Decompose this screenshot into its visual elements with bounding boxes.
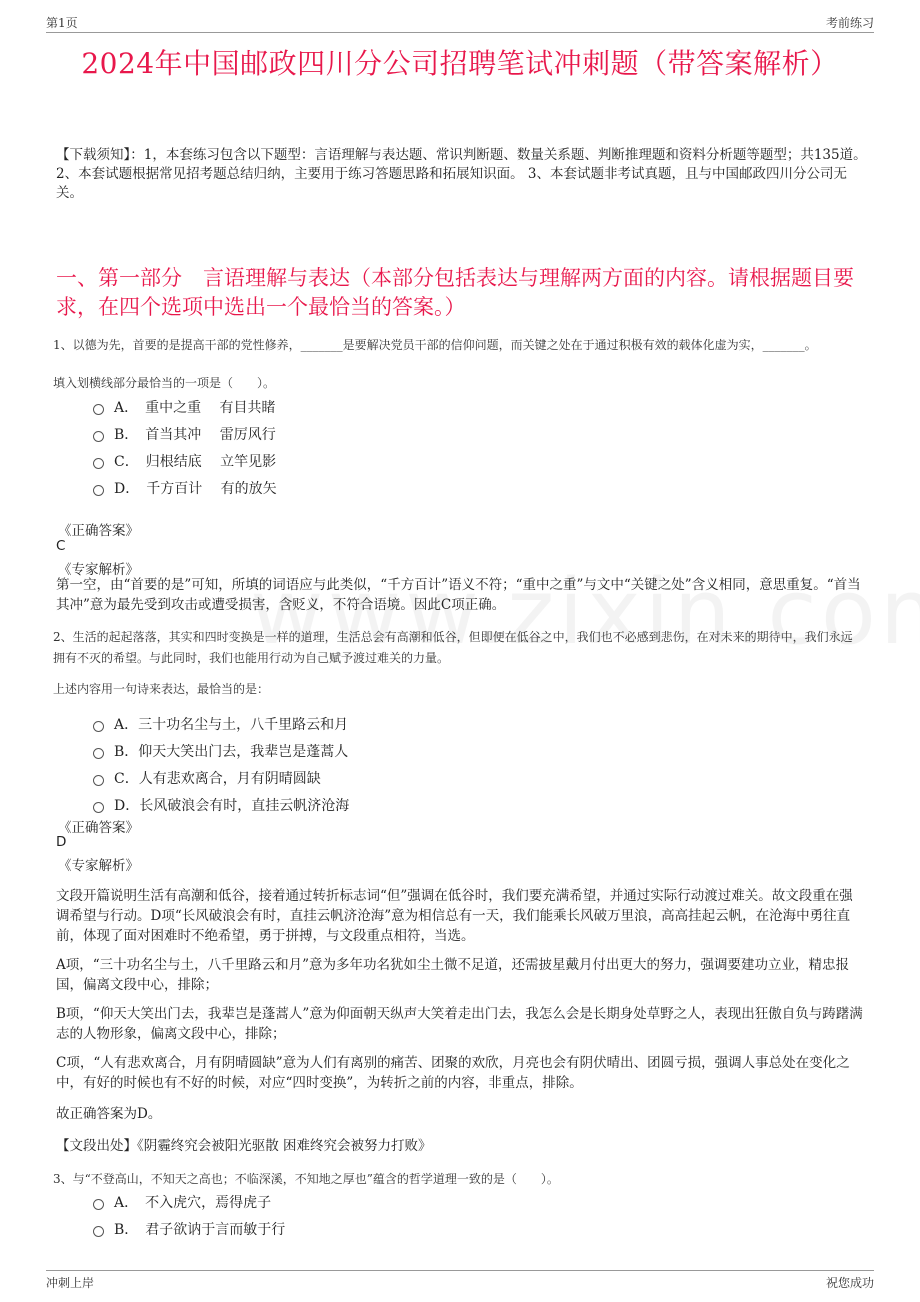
header-label: 考前练习: [825, 16, 874, 30]
footer-right-label: 祝您成功: [825, 1276, 874, 1290]
q2-conclusion: 故正确答案为D。: [56, 1106, 162, 1122]
q2-option-c[interactable]: C．人有悲欢离合，月有阴晴圆缺: [93, 768, 321, 788]
page-footer: [46, 1270, 874, 1291]
q2-answer: D: [56, 834, 67, 850]
q2-option-b[interactable]: B．仰天大笑出门去，我辈岂是蓬蒿人: [93, 741, 348, 761]
radio-icon[interactable]: [93, 775, 104, 786]
document-title: 2024年中国邮政四川分公司招聘笔试冲刺题（带答案解析）: [81, 47, 839, 80]
page-number: 第1页: [46, 16, 78, 30]
radio-icon[interactable]: [93, 458, 104, 469]
radio-icon[interactable]: [93, 404, 104, 415]
q2-stem: 2、生活的起起落落，其实和四时变换是一样的道理，生活总会有高潮和低谷，但即便在低谷之中，我们也不必感到悲伤，在对未来的期待中，我们永远拥有不灭的希望。与此同时，我们也能用行动为自己赋予渡过难关的力量。: [53, 630, 853, 665]
q2-analysis-paragraph-1: 文段开篇说明生活有高潮和低谷，接着通过转折标志词“但”强调在低谷时，我们要充满希望，并通过实际行动渡过难关。故文段重在强调希望与行动。D项“长风破浪会有时，直挂云帆济沧海”意为相信总有一天，我们能乘长风破万里浪，高高挂起云帆，在沧海中勇往直前，体现了面对困难时不绝希望，勇于拼搏，与文段重点相符，当选。: [56, 888, 853, 944]
q1-answer: C: [56, 538, 66, 554]
q3-option-b[interactable]: B． 君子欲讷于言而敏于行: [93, 1219, 285, 1239]
q2-analysis-label: 《专家解析》: [58, 858, 139, 874]
q1-stem: 1、以德为先，首要的是提高干部的党性修养，_______是要解决党员干部的信仰问题，而关键之处在于通过积极有效的载体化虚为实，_______。: [53, 338, 817, 352]
q1-option-a[interactable]: A． 重中之重 有目共睹: [93, 397, 276, 417]
q2-option-a[interactable]: A．三十功名尘与土，八千里路云和月: [93, 714, 348, 734]
q1-analysis-label: 《专家解析》: [58, 562, 139, 578]
q2-analysis-paragraph-2: A项，“三十功名尘与土，八千里路云和月”意为多年功名犹如尘土微不足道，还需披星戴月付出更大的努力，强调要建功立业，精忠报国，偏离文段中心，排除；: [56, 957, 850, 993]
q1-option-d[interactable]: D． 千方百计 有的放矢: [93, 478, 277, 498]
section-heading: 一、第一部分 言语理解与表达（本部分包括表达与理解两方面的内容。请根据题目要求，在四个选项中选出一个最恰当的答案。）: [56, 266, 854, 319]
radio-icon[interactable]: [93, 1199, 104, 1210]
q1-correct-label: 《正确答案》: [58, 523, 139, 539]
radio-icon[interactable]: [93, 1226, 104, 1237]
radio-icon[interactable]: [93, 802, 104, 813]
q2-instruction: 上述内容用一句诗来表达，最恰当的是：: [53, 682, 270, 696]
q1-instruction: 填入划横线部分最恰当的一项是（ ）。: [53, 376, 276, 390]
q3-stem: 3、与“不登高山，不知天之高也；不临深溪，不知地之厚也”蕴含的哲学道理一致的是（ ）。: [53, 1172, 559, 1186]
radio-icon[interactable]: [93, 485, 104, 496]
q1-option-c[interactable]: C． 归根结底 立竿见影: [93, 451, 276, 471]
q3-option-a[interactable]: A． 不入虎穴，焉得虎子: [93, 1192, 271, 1212]
radio-icon[interactable]: [93, 431, 104, 442]
radio-icon[interactable]: [93, 721, 104, 732]
q1-option-b[interactable]: B． 首当其冲 雷厉风行: [93, 424, 276, 444]
q1-analysis: 第一空，由“首要的是”可知，所填的词语应与此类似，“千方百计”语义不符；“重中之重”与文中“关键之处”含义相同，意思重复。“首当其冲”意为最先受到攻击或遭受损害，含贬义，不符合语境。因此C项正确。: [56, 577, 861, 613]
download-notice: 【下载须知】：1，本套练习包含以下题型：言语理解与表达题、常识判断题、数量关系题、判断推理题和资料分析题等题型；共135道。 2、本套试题根据常见招考题总结归纳，主要用于练习答题思路和拓展知识面。 3、本套试题非考试真题，且与中国邮政四川分公司无关。: [56, 147, 867, 201]
q2-source: 【文段出处】《阴霾终究会被阳光驱散 困难终究会被努力打败》: [56, 1138, 432, 1154]
q2-correct-label: 《正确答案》: [58, 820, 139, 836]
q2-analysis-paragraph-4: C项，“人有悲欢离合，月有阴晴圆缺”意为人们有离别的痛苦、团聚的欢欣，月亮也会有阴伏晴出、团圆亏损，强调人事总处在变化之中，有好的时候也有不好的时候，对应“四时变换”，为转折之前的内容，非重点，排除。: [56, 1055, 850, 1091]
footer-left-label: 冲刺上岸: [46, 1276, 95, 1290]
page-header: [46, 12, 874, 33]
q2-analysis-paragraph-3: B项，“仰天大笑出门去，我辈岂是蓬蒿人”意为仰面朝天纵声大笑着走出门去，我怎么会是长期身处草野之人，表现出狂傲自负与踌躇满志的人物形象，偏离文段中心，排除；: [56, 1006, 863, 1042]
q2-option-d[interactable]: D．长风破浪会有时，直挂云帆济沧海: [93, 795, 349, 815]
radio-icon[interactable]: [93, 748, 104, 759]
